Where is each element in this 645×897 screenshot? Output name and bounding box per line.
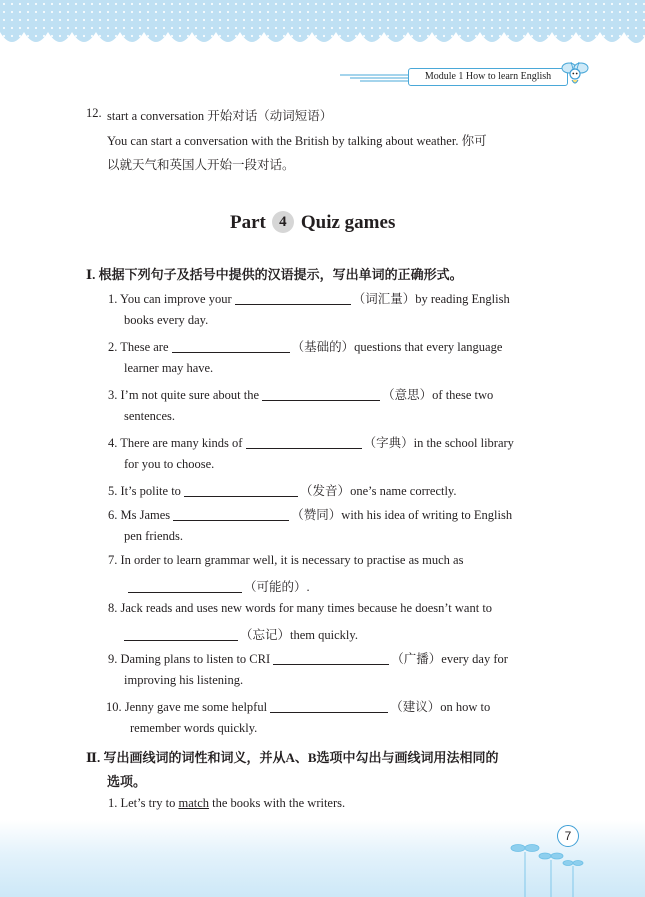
answer-blank[interactable] <box>270 698 388 713</box>
exercise-6 <box>108 505 512 523</box>
hint-text: （忘记） <box>240 628 291 642</box>
item-number: 10. <box>106 700 122 714</box>
section-2-item-1 <box>108 796 345 811</box>
part-title <box>230 211 395 234</box>
vocab-item-number: 12. <box>86 106 102 120</box>
answer-blank[interactable] <box>124 626 238 641</box>
section-2-heading-line-2: 选项。 <box>107 774 147 789</box>
hint-text: （字典） <box>363 436 414 450</box>
item-text: in the school library <box>413 436 514 450</box>
answer-blank[interactable] <box>184 482 298 497</box>
exercise-8 <box>108 601 492 616</box>
hint-text: （基础的） <box>291 340 355 354</box>
item-number: 2. <box>108 340 118 354</box>
exercise-5 <box>108 481 457 499</box>
item-text: It’s polite to <box>120 484 181 498</box>
item-text: every day for <box>441 652 508 666</box>
exercise-10 <box>106 697 490 715</box>
item-text: by reading English <box>415 292 510 306</box>
item-text: questions that every language <box>354 340 503 354</box>
exercise-1-continuation: books every day. <box>124 313 209 327</box>
part-word: Part <box>230 212 266 233</box>
item-text: These are <box>120 340 169 354</box>
vocab-item-title: start a conversation 开始对话（动词短语） <box>107 109 333 123</box>
hint-text: （广播） <box>391 652 442 666</box>
answer-blank[interactable] <box>246 434 362 449</box>
item-text: I’m not quite sure about the <box>120 388 260 402</box>
answer-blank[interactable] <box>173 506 289 521</box>
part-number-badge: 4 <box>272 211 294 233</box>
item-text: with his idea of writing to English <box>341 508 513 522</box>
underlined-word: match <box>178 796 210 810</box>
item-number: 5. <box>108 484 118 498</box>
item-number: 7. <box>108 553 118 567</box>
item-text: You can improve your <box>120 292 232 306</box>
item-number: 3. <box>108 388 118 402</box>
sprout-decoration-icon <box>505 832 605 897</box>
hint-text: （词汇量） <box>352 292 416 306</box>
vocab-example-line-1: You can start a conversation with the British by talking about weather. 你可 <box>107 134 487 148</box>
item-text: Jenny gave me some helpful <box>124 700 268 714</box>
item-text: of these two <box>432 388 494 402</box>
scalloped-border <box>0 22 645 52</box>
item-number: 1. <box>108 796 118 810</box>
exercise-2 <box>108 337 502 355</box>
hint-text: （发音） <box>300 484 351 498</box>
answer-blank[interactable] <box>235 290 351 305</box>
vocab-example-line-2: 以就天气和英国人开始一段对话。 <box>107 158 295 172</box>
item-text: Jack reads and uses new words for many times because he doesn’t want to <box>120 601 493 615</box>
exercise-6-continuation: pen friends. <box>124 529 184 543</box>
item-text: one’s name correctly. <box>350 484 457 498</box>
section-1-heading: Ⅰ. 根据下列句子及括号中提供的汉语提示，写出单词的正确形式。 <box>86 267 463 282</box>
exercise-4-continuation: for you to choose. <box>124 457 215 471</box>
exercise-9-continuation: improving his listening. <box>124 673 244 687</box>
exercise-3-continuation: sentences. <box>124 409 176 423</box>
item-number: 6. <box>108 508 118 522</box>
header-decoration-lines <box>340 74 410 82</box>
page-number: 7 <box>557 825 579 847</box>
item-text: the books with the writers. <box>212 796 346 810</box>
item-text: them quickly. <box>290 628 358 642</box>
part-name: Quiz games <box>300 212 396 233</box>
exercise-9 <box>108 649 508 667</box>
answer-blank[interactable] <box>262 386 380 401</box>
exercise-2-continuation: learner may have. <box>124 361 214 375</box>
item-text: Daming plans to listen to CRI <box>120 652 271 666</box>
item-number: 9. <box>108 652 118 666</box>
hint-text: （赞同） <box>291 508 342 522</box>
module-header-label: Module 1 How to learn English <box>408 68 568 86</box>
mascot-bee-icon <box>560 56 590 88</box>
item-text: In order to learn grammar well, it is necessary to practise as much as <box>120 553 464 567</box>
item-text: Ms James <box>120 508 171 522</box>
exercise-10-continuation: remember words quickly. <box>130 721 258 735</box>
exercise-8-continuation <box>124 625 358 643</box>
answer-blank[interactable] <box>128 578 242 593</box>
answer-blank[interactable] <box>172 338 290 353</box>
hint-text: （意思） <box>382 388 433 402</box>
hint-text: （建议） <box>390 700 441 714</box>
item-number: 1. <box>108 292 118 306</box>
item-number: 8. <box>108 601 118 615</box>
hint-text: （可能的）. <box>244 580 310 594</box>
section-2-heading-line-1: Ⅱ. 写出画线词的词性和词义，并从A、B选项中勾出与画线词用法相同的 <box>86 750 499 765</box>
exercise-3 <box>108 385 493 403</box>
exercise-4 <box>108 433 514 451</box>
item-number: 4. <box>108 436 118 450</box>
item-text: There are many kinds of <box>120 436 243 450</box>
answer-blank[interactable] <box>273 650 389 665</box>
exercise-1 <box>108 289 510 307</box>
item-text: on how to <box>440 700 491 714</box>
exercise-7 <box>108 553 463 568</box>
exercise-7-continuation <box>128 577 310 595</box>
item-text: Let’s try to <box>120 796 176 810</box>
